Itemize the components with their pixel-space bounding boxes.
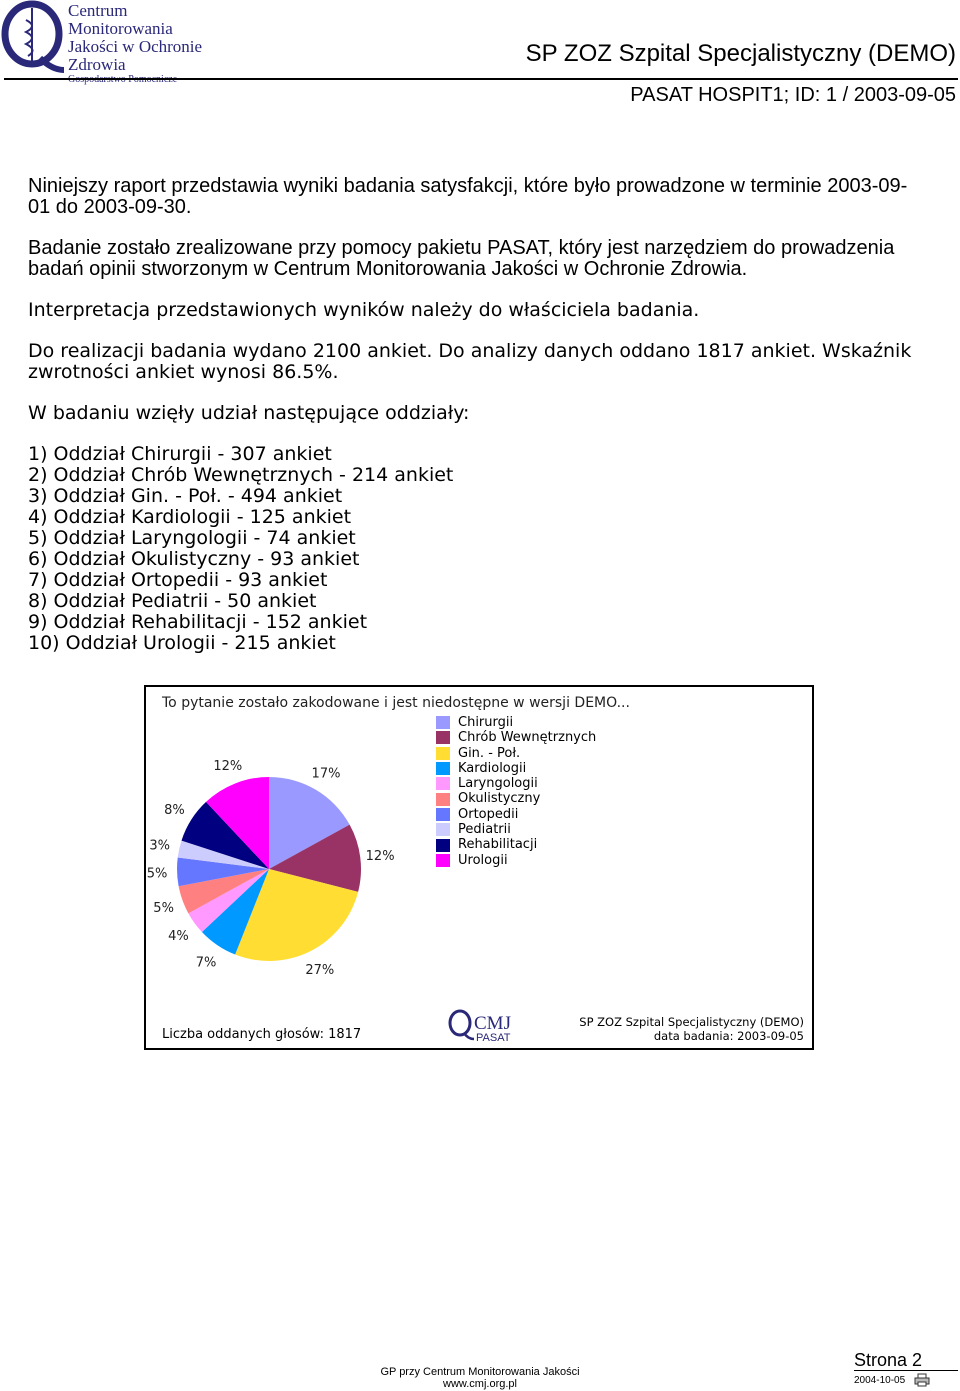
chart-title: To pytanie zostało zakodowane i jest niedostępne w wersji DEMO... — [162, 695, 630, 711]
pie-label-9: 8% — [164, 802, 185, 818]
legend-label: Ortopedii — [458, 806, 519, 822]
pie-label-1: 17% — [311, 766, 341, 782]
pie-label-10: 12% — [213, 758, 243, 774]
legend-label: Okulistyczny — [458, 791, 541, 807]
legend-item — [436, 853, 596, 868]
legend-swatch — [436, 777, 450, 790]
logo-line-3: Jakości w Ochronie Zdrowia — [68, 37, 203, 74]
list-item: 9) Oddział Rehabilitacji - 152 ankiet — [28, 611, 368, 633]
footer-url: www.cmj.org.pl — [443, 1378, 517, 1390]
legend-item — [436, 807, 596, 822]
report-body — [28, 176, 928, 654]
pie-label-3: 27% — [305, 962, 335, 978]
logo-pasat-text: PASAT — [476, 1032, 511, 1043]
chart-footer-date: data badania: 2003-09-05 — [653, 1029, 804, 1043]
list-item: 3) Oddział Gin. - Poł. - 494 ankiet — [28, 485, 343, 507]
header-divider — [4, 78, 958, 80]
list-item: 5) Oddział Laryngologii - 74 ankiet — [28, 527, 356, 549]
chart-footer-hospital: SP ZOZ Szpital Specjalistyczny (DEMO) — [579, 1015, 804, 1029]
department-list — [28, 444, 928, 654]
list-item: 1) Oddział Chirurgii - 307 ankiet — [28, 443, 332, 465]
logo-cmj-text: CMJ — [474, 1013, 511, 1034]
logo-line-4: Gospodarstwo Pomocnicze — [68, 74, 178, 85]
legend-swatch — [436, 731, 450, 744]
legend-item — [436, 761, 596, 776]
legend-label: Gin. - Poł. — [458, 745, 521, 761]
departments-intro: W badaniu wzięły udział następujące oddziały: — [28, 402, 470, 424]
legend-item — [436, 715, 596, 730]
cmj-q-logo-icon — [0, 0, 66, 74]
legend-item — [436, 730, 596, 745]
legend-swatch — [436, 716, 450, 729]
page-number: Strona 2 — [854, 1350, 923, 1370]
legend-swatch — [436, 823, 450, 836]
legend-swatch — [436, 839, 450, 852]
pie-label-6: 5% — [153, 900, 174, 916]
qcmj-pasat-logo — [446, 1009, 526, 1043]
legend-swatch — [436, 747, 450, 760]
pie-label-4: 7% — [195, 955, 217, 971]
legend-item — [436, 822, 596, 837]
legend-swatch — [436, 762, 450, 775]
legend-label: Laryngologii — [458, 776, 538, 792]
footer-org-name: GP przy Centrum Monitorowania Jakości — [380, 1366, 580, 1378]
list-item: 8) Oddział Pediatrii - 50 ankiet — [28, 590, 317, 612]
footer-divider — [854, 1370, 958, 1371]
legend-swatch — [436, 808, 450, 821]
list-item: 4) Oddział Kardiologii - 125 ankiet — [28, 506, 352, 528]
legend-label: Pediatrii — [458, 822, 511, 838]
pie-label-8: 3% — [149, 838, 171, 854]
footer-org — [370, 1366, 590, 1390]
list-item: 7) Oddział Ortopedii - 93 ankiet — [28, 569, 328, 591]
legend-label: Urologii — [458, 852, 508, 868]
logo-line-1: Centrum — [68, 1, 128, 20]
method-paragraph: Badanie zostało zrealizowane przy pomocy pakietu PASAT, który jest narzędziem do prowadzenia badań opinii stworzonym w Centrum Monitorowania Jakości w Ochronie Zdrowia. — [28, 237, 895, 280]
pie-label-5: 4% — [168, 928, 189, 944]
interpretation-paragraph: Interpretacja przedstawionych wyników należy do właściciela badania. — [28, 299, 700, 321]
logo-line-2: Monitorowania — [68, 19, 173, 38]
legend-item — [436, 837, 596, 852]
intro-paragraph: Niniejszy raport przedstawia wyniki badania satysfakcji, które było prowadzone w terminie 2003-09-01 do 2003-09-30. — [28, 175, 908, 218]
legend-label: Chirurgii — [458, 715, 514, 730]
report-id-line: PASAT HOSPIT1; ID: 1 / 2003-09-05 — [630, 84, 956, 106]
pie-label-2: 12% — [365, 848, 395, 864]
legend-label: Kardiologii — [458, 760, 527, 776]
legend-label: Rehabilitacji — [458, 837, 538, 853]
legend-swatch — [436, 854, 450, 867]
hospital-title: SP ZOZ Szpital Specjalistyczny (DEMO) — [525, 40, 956, 67]
chart-legend — [436, 715, 596, 868]
legend-item — [436, 791, 596, 806]
chart-footer-info — [579, 1015, 804, 1043]
pie-label-7: 5% — [146, 866, 168, 882]
list-item: 6) Oddział Okulistyczny - 93 ankiet — [28, 548, 360, 570]
pie-chart-panel — [144, 685, 814, 1050]
list-item: 10) Oddział Urologii - 215 ankiet — [28, 632, 336, 654]
votes-count: Liczba oddanych głosów: 1817 — [162, 1027, 362, 1042]
legend-item — [436, 776, 596, 791]
legend-swatch — [436, 793, 450, 806]
printer-icon — [914, 1373, 930, 1387]
list-item: 2) Oddział Chrób Wewnętrznych - 214 ankiet — [28, 464, 454, 486]
response-rate-paragraph: Do realizacji badania wydano 2100 ankiet. Do analizy danych oddano 1817 ankiet. Wskaźnik zwrotności ankiet wynosi 86.5%. — [28, 340, 912, 383]
legend-item — [436, 746, 596, 761]
cmj-logo — [0, 0, 260, 85]
print-date: 2004-10-05 — [854, 1375, 906, 1386]
legend-label: Chrób Wewnętrznych — [458, 730, 597, 746]
